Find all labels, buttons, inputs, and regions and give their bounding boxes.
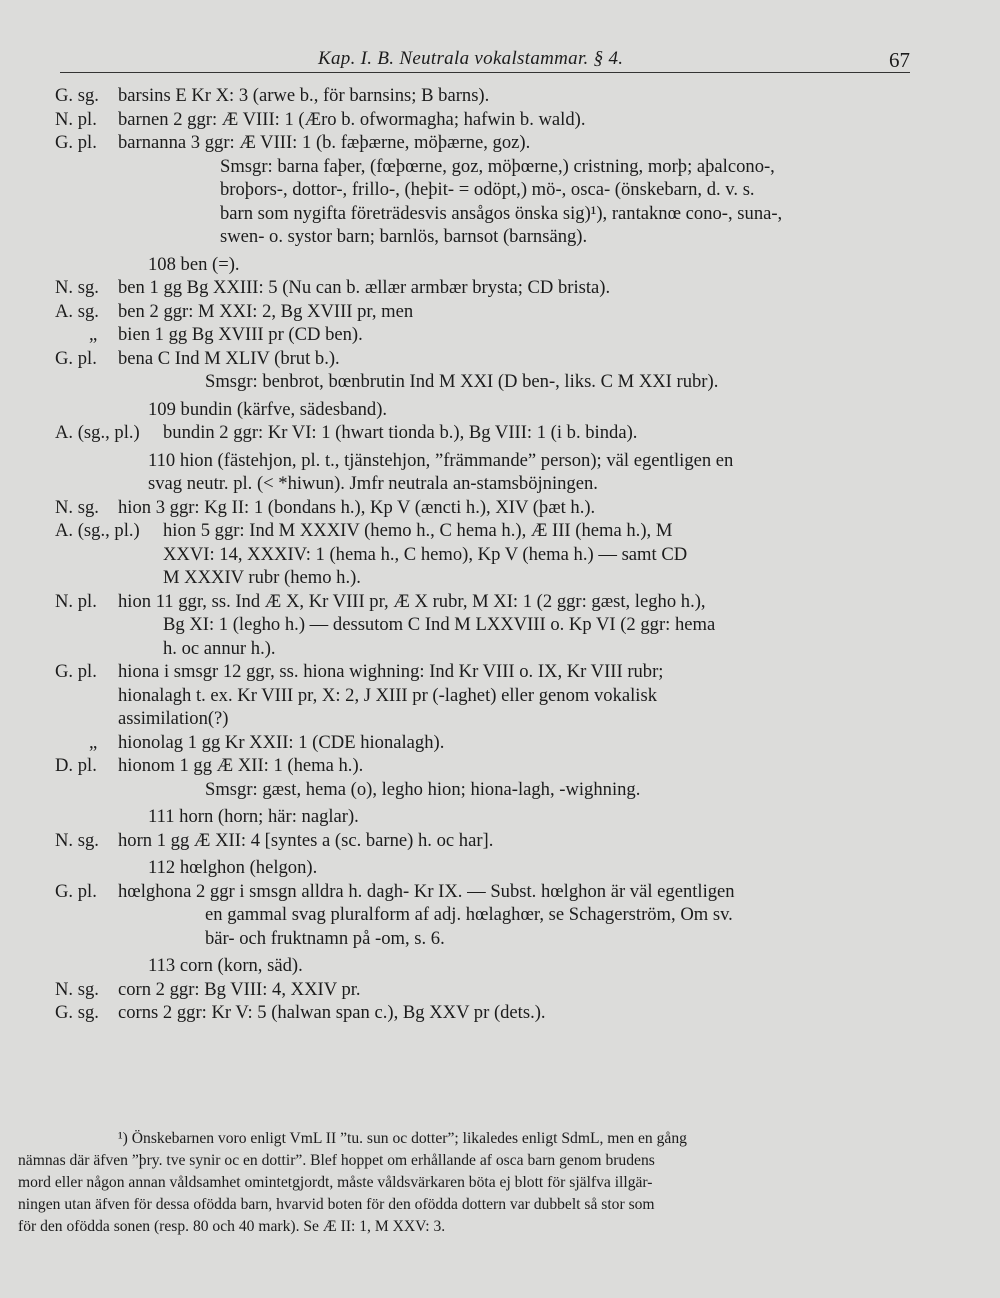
entry-line	[55, 84, 925, 108]
entry-text: corns 2 ggr: Kr V: 5 (halwan span c.), Bg XXV pr (dets.).	[118, 1002, 546, 1023]
footnote-line: mord eller någon annan våldsamhet omintetgjordt, måste våldsvärkaren böta ej blott för själfva illgär-	[18, 1174, 653, 1191]
entry-text: hion 11 ggr, ss. Ind Æ X, Kr VIII pr, Æ X rubr, M XI: 1 (2 ggr: gæst, legho h.),	[118, 590, 706, 612]
entry-cont	[55, 543, 925, 567]
entry-text: ben 2 ggr: M XXI: 2, Bg XVIII pr, men	[118, 300, 414, 322]
compound-text: barn som nygifta företrädesvis ansågos önska sig)¹), rantaknœ cono-, suna-,	[220, 202, 783, 224]
compound-text: swen- o. systor barn; barnlös, barnsot (barnsäng).	[220, 226, 588, 247]
heading-text: 109 bundin (kärfve, sädesband).	[148, 398, 388, 420]
compound-line	[55, 155, 925, 179]
entry-line	[55, 276, 925, 300]
entry-text: hionolag 1 gg Kr XXII: 1 (CDE hionalagh).	[118, 731, 445, 753]
entry-text: Bg XI: 1 (legho h.) — dessutom C Ind M LXXVIII o. Kp VI (2 ggr: hema	[163, 614, 716, 635]
compound-line	[55, 202, 925, 226]
entry-text: h. oc annur h.).	[163, 637, 276, 659]
entry-cont	[55, 903, 925, 927]
case-label: A. (sg., pl.)	[55, 520, 140, 541]
heading-text: 108 ben (=).	[148, 253, 240, 275]
case-label: N. sg.	[55, 496, 99, 518]
case-label: G. pl.	[55, 880, 97, 902]
entry-line	[55, 347, 925, 371]
footnote-line: ¹) Önskebarnen voro enligt VmL II ”tu. sun oc dotter”; likaledes enligt SdmL, men en gång	[118, 1130, 687, 1147]
entry-text: ben 1 gg Bg XXIII: 5 (Nu can b. ællær armbær brysta; CD brista).	[118, 277, 611, 298]
entry-text: bien 1 gg Bg XVIII pr (CD ben).	[118, 324, 363, 345]
entry-heading	[55, 954, 925, 978]
entry-line	[55, 496, 925, 520]
compound-line	[55, 178, 925, 202]
entry-cont	[55, 637, 925, 661]
entry-text: barnanna 3 ggr: Æ VIII: 1 (b. fæþærne, möþærne, goz).	[118, 132, 531, 153]
entry-line	[55, 1001, 925, 1025]
entry-line	[55, 660, 925, 684]
entry-text: corn 2 ggr: Bg VIII: 4, XXIV pr.	[118, 978, 361, 1000]
entry-cont	[55, 684, 925, 708]
body-text	[55, 84, 925, 1025]
heading-text: svag neutr. pl. (< *hiwun). Jmfr neutrala an-stamsböjningen.	[148, 473, 598, 494]
case-label: A. sg.	[55, 300, 99, 322]
case-label: N. sg.	[55, 829, 99, 851]
entry-line	[55, 300, 925, 324]
ditto-mark: „	[89, 731, 98, 753]
entry-text: hœlghona 2 ggr i smsgn alldra h. dagh- Kr IX. — Subst. hœlghon är väl egentligen	[118, 880, 735, 902]
entry-line	[55, 590, 925, 614]
heading-text: 110 hion (fästehjon, pl. t., tjänstehjon, ”främmande” person); väl egentligen en	[148, 449, 734, 471]
entry-text: M XXXIV rubr (hemo h.).	[163, 567, 361, 588]
entry-text: bär- och fruktnamn på -om, s. 6.	[205, 927, 445, 949]
case-label: N. sg.	[55, 978, 99, 1000]
entry-heading-cont	[55, 472, 925, 496]
entry-text: bena C Ind M XLIV (brut b.).	[118, 347, 340, 369]
footnote-line: nämnas där äfven ”þry. tve synir oc en dottir”. Blef hoppet om erhållande af osca barn genom brudens	[18, 1152, 655, 1169]
entry-line	[55, 519, 925, 543]
case-label: G. pl.	[55, 661, 97, 682]
entry-text: bundin 2 ggr: Kr VI: 1 (hwart tionda b.), Bg VIII: 1 (i b. binda).	[163, 422, 638, 443]
entry-line	[55, 978, 925, 1002]
heading-text: 111 horn (horn; här: naglar).	[148, 806, 359, 827]
entry-text: hion 5 ggr: Ind M XXXIV (hemo h., C hema h.), Æ III (hema h.), M	[163, 520, 673, 541]
footnote-line: för den ofödda sonen (resp. 80 och 40 mark). Se Æ II: 1, M XXV: 3.	[18, 1218, 446, 1235]
entry-line	[55, 731, 925, 755]
entry-text: barsins E Kr X: 3 (arwe b., för barnsins; B barns).	[118, 85, 490, 106]
entry-text: hion 3 ggr: Kg II: 1 (bondans h.), Kp V (æncti h.), XIV (þæt h.).	[118, 496, 596, 518]
compound-text: Smsgr: benbrot, bœnbrutin Ind M XXI (D ben-, liks. C M XXI rubr).	[205, 371, 719, 392]
entry-text: en gammal svag pluralform af adj. hœlaghœr, se Schagerström, Om sv.	[205, 904, 733, 925]
heading-text: 113 corn (korn, säd).	[148, 955, 303, 976]
page-header	[60, 48, 910, 73]
entry-line	[55, 880, 925, 904]
compound-line	[55, 225, 925, 249]
case-label: G. sg.	[55, 85, 99, 106]
footnote	[18, 1128, 918, 1238]
compound-text: broþors-, dottor-, frillo-, (heþit- = odöpt,) mö-, osca- (önskebarn, d. v. s.	[220, 179, 755, 200]
compound-text: Smsgr: barna faþer, (fœþœrne, goz, möþœrne,) cristning, morþ; aþalcono-,	[220, 155, 775, 177]
entry-text: XXVI: 14, XXXIV: 1 (hema h., C hemo), Kp V (hema h.) — samt CD	[163, 543, 688, 565]
case-label: G. pl.	[55, 132, 97, 153]
entry-line	[55, 421, 925, 445]
entry-text: barnen 2 ggr: Æ VIII: 1 (Æro b. ofwormagha; hafwin b. wald).	[118, 108, 586, 130]
entry-heading	[55, 449, 925, 473]
entry-line	[55, 108, 925, 132]
entry-line	[55, 754, 925, 778]
entry-cont	[55, 566, 925, 590]
compound-line	[55, 778, 925, 802]
entry-line	[55, 131, 925, 155]
heading-text: 112 hœlghon (helgon).	[148, 857, 318, 878]
entry-cont	[55, 927, 925, 951]
ditto-mark: „	[89, 324, 98, 345]
entry-heading	[55, 253, 925, 277]
entry-text: hiona i smsgr 12 ggr, ss. hiona wighning: Ind Kr VIII o. IX, Kr VIII rubr;	[118, 661, 664, 682]
entry-text: horn 1 gg Æ XII: 4 [syntes a (sc. barne) h. oc har].	[118, 829, 494, 851]
compound-line	[55, 370, 925, 394]
case-label: A. (sg., pl.)	[55, 422, 140, 443]
case-label: N. pl.	[55, 108, 97, 130]
entry-text: hionalagh t. ex. Kr VIII pr, X: 2, J XIII pr (-laghet) eller genom vokalisk	[118, 684, 658, 706]
entry-heading	[55, 856, 925, 880]
entry-cont	[55, 613, 925, 637]
case-label: N. sg.	[55, 277, 99, 298]
entry-line	[55, 323, 925, 347]
entry-line	[55, 829, 925, 853]
entry-text: assimilation(?)	[118, 708, 229, 729]
entry-heading	[55, 805, 925, 829]
compound-text: Smsgr: gæst, hema (o), legho hion; hiona-lagh, -wighning.	[205, 778, 641, 800]
page-number: 67	[889, 48, 910, 72]
case-label: G. sg.	[55, 1002, 99, 1023]
entry-heading	[55, 398, 925, 422]
entry-cont	[55, 707, 925, 731]
case-label: D. pl.	[55, 755, 97, 776]
entry-text: hionom 1 gg Æ XII: 1 (hema h.).	[118, 755, 364, 776]
footnote-line: ningen utan äfven för dessa ofödda barn, hvarvid boten för den ofödda dottern var dubbelt så stor som	[18, 1196, 655, 1213]
running-head: Kap. I. B. Neutrala vokalstammar. § 4.	[318, 48, 624, 69]
case-label: G. pl.	[55, 347, 97, 369]
case-label: N. pl.	[55, 590, 97, 612]
